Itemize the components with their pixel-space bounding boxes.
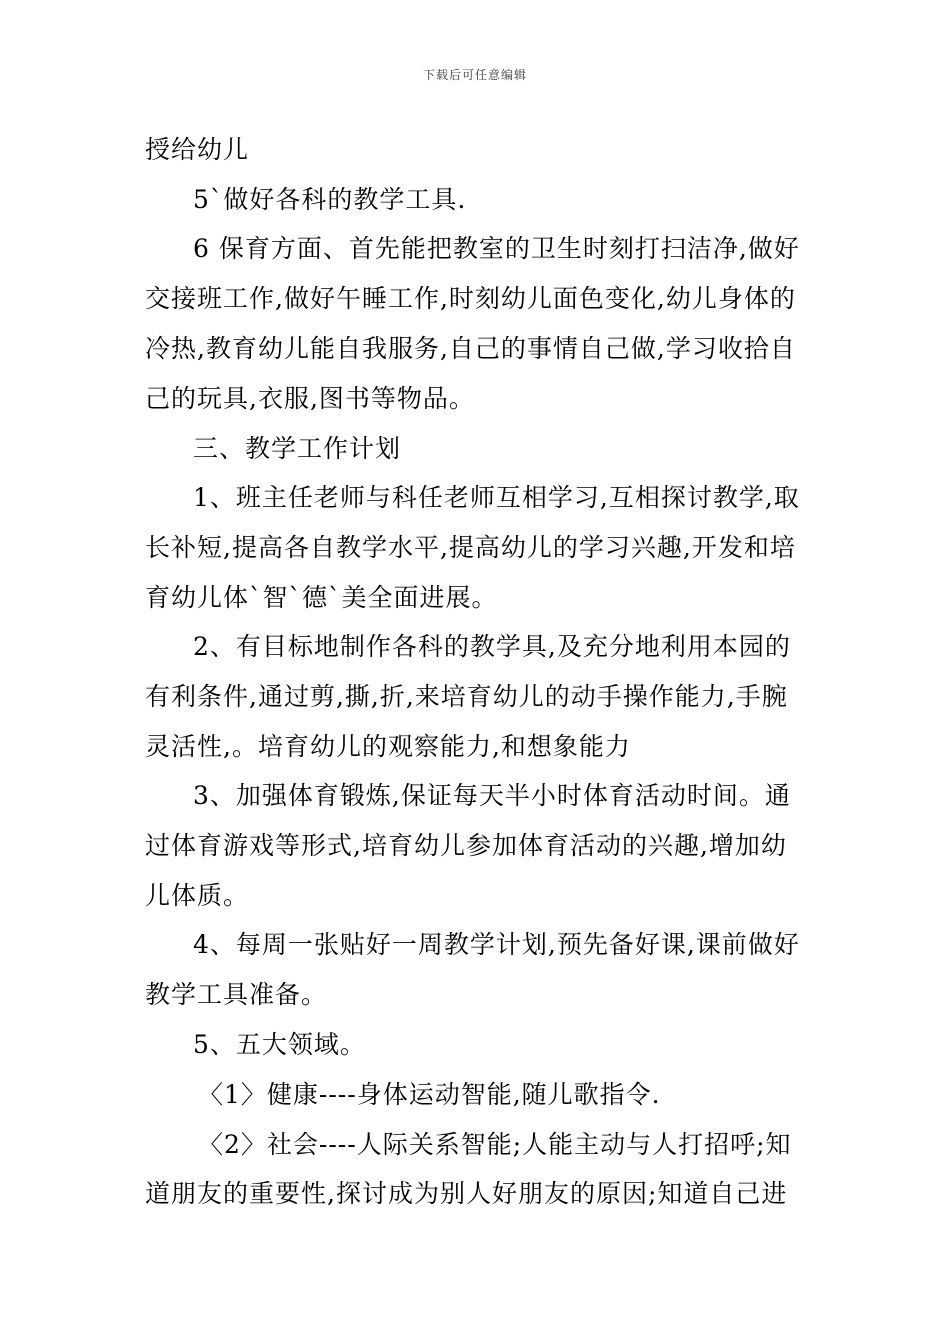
text-line: 长补短,提高各自教学水平,提高幼儿的学习兴趣,开发和培 [145,533,796,562]
text-line: 儿体质。 [145,881,250,910]
text-line: 4、每周一张贴好一周教学计划,预先备好课,课前做好 [193,930,800,959]
text-line: 过体育游戏等形式,培育幼儿参加体育活动的兴趣,增加幼 [145,831,787,860]
text-line: 2、有目标地制作各科的教学具,及充分地利用本园的 [193,632,791,661]
text-line: 交接班工作,做好午睡工作,时刻幼儿面色变化,幼儿身体的 [145,284,796,313]
text-line: 教学工具准备。 [145,980,328,1009]
text-line: 己的玩具,衣服,图书等物品。 [145,384,475,413]
text-line: 5`做好各科的教学工具. [193,185,467,214]
text-line: 3、加强体育锻炼,保证每天半小时体育活动时间。通 [193,781,791,810]
text-line: 冷热,教育幼儿能自我服务,自己的事情自己做,学习收拾自 [145,334,796,363]
page-header: 下载后可任意编辑 [422,68,527,82]
text-line: 道朋友的重要性,探讨成为别人好朋友的原因;知道自己进 [145,1179,788,1208]
text-line: 5、五大领域。 [193,1030,366,1059]
text-line: 育幼儿体`智`德`美全面进展。 [145,583,498,612]
text-line: 〈1〉健康----身体运动智能,随儿歌指令. [198,1080,661,1109]
text-line: 授给幼儿 [145,135,250,164]
text-line: 6 保育方面、首先能把教室的卫生时刻打扫洁净,做好 [193,234,800,263]
text-line: 有利条件,通过剪,撕,折,来培育幼儿的动手操作能力,手腕 [145,682,788,711]
text-line: 灵活性,。培育幼儿的观察能力,和想象能力 [145,732,631,761]
section-heading: 三、教学工作计划 [193,434,402,463]
text-line: 1、班主任老师与科任老师互相学习,互相探讨教学,取 [193,483,800,512]
text-line: 〈2〉社会----人际关系智能;人能主动与人打招呼;知 [198,1130,792,1159]
